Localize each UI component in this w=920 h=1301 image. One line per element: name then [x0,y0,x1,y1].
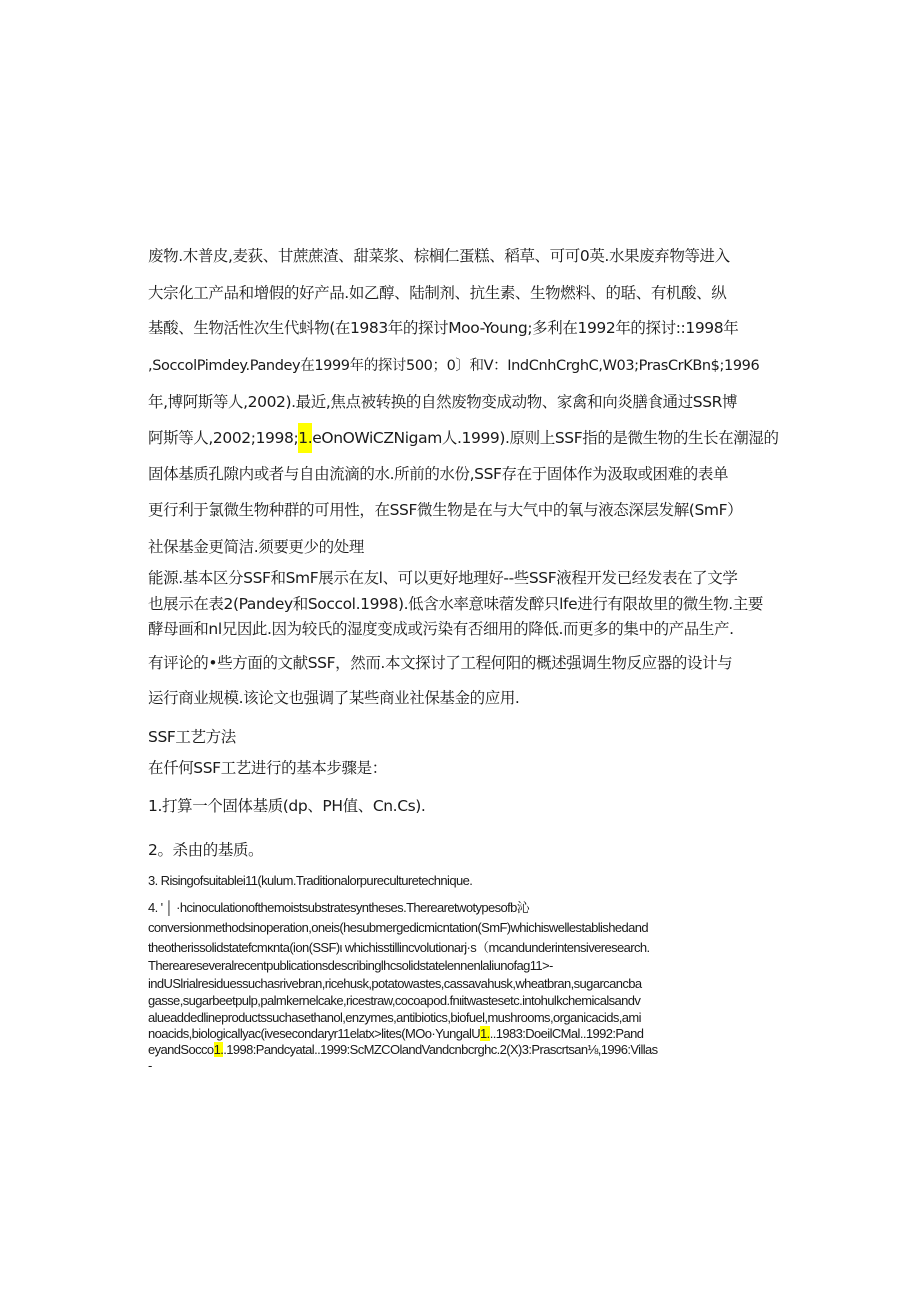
step-4-line: 4. ' │ ·hcinoculationofthemoistsubstratesyntheses.Therearetwotypesofb沁 [148,900,530,915]
paragraph1-line: 社保基金更简洁.须要更少的处理 [148,538,364,556]
step-4-line: conversionmethodsinoperation,oneis(hesubmergedicmicntation(SmF)whichiswellestablishedand [148,920,648,935]
paragraph1-line: 大宗化工产品和增假的好产品.如乙醇、陆制剂、抗生素、生物燃料、的聒、有机酸、纵 [148,284,727,302]
text-run: noacids,biologicallyac(ivesecondaryr11elatx>lites(MOo·YungalU [148,1026,481,1041]
paragraph1-line: 废物.木普皮,麦荻、甘蔗蔗渣、甜菜浆、棕榈仁蛋糕、稻草、可可0英.水果废弃物等进入 [148,247,730,265]
step-4-line: indUSlrialresiduessuchasrivebran,ricehusk,potatowastes,cassavahusk,wheatbran,sugarcancba [148,976,642,991]
step-4-line: - [148,1058,152,1073]
step-3: 3. Risingofsuitablei11(kulum.Traditionalorpureculturetechnique. [148,873,473,888]
paragraph1-line: 更行利于氯微生物种群的可用性，在SSF微生物是在与大气中的氧与液态深层发解(SmF） [148,501,743,519]
paragraph2-line: 也展示在表2(Pandey和Soccol.1998).低含水率意味蓿发醉只lfe进行有限故里的微生物.主要 [148,595,763,613]
step-4-line [148,1042,658,1058]
text-run: 阿斯等人,2002;1998; [148,429,299,447]
step-4-line [148,1026,643,1042]
text-run: .1998:Pandcyatal..1999:ScMZCOlandVandcnbcrghc.2(X)3:Prascrtsan⅛,1996:Villas [223,1042,658,1057]
text-run: ..1983:DoeilCMal..1992:Pand [489,1026,644,1041]
step-4-line: alueaddedlineproductssuchasethanol,enzymes,antibiotics,biofuel,mushrooms,organicacids,ami [148,1010,641,1025]
highlight: 1. [298,423,312,453]
paragraph2-line: 酵母画和nl兄因此.因为较氏的湿度变成或污染有否细用的降低.而更多的集中的产品生产. [148,620,734,638]
highlight: 1. [480,1026,490,1041]
step-4-line: theotherissolidstatefcmκnta(ion(SSF)ι whichisstillincvolutionarj·s（mcandunderintensiveresearch. [148,940,650,955]
paragraph2-line: 有评论的•些方面的文献SSF，然而.本文探讨了工程何阳的概述强调生物反应器的设计与 [148,654,733,672]
step-4-line: Thereareseveralrecentpublicationsdescribinglhcsolidstatelennenlaliunofag11>- [148,958,553,973]
section-intro: 在仟何SSF工艺进行的基本步骤是： [148,759,387,777]
paragraph1-line: ,SoccolPimdey.Pandey在1999年的探讨500；0〕和V：IndCnhCrghC,W03;PrasCrKBn$;1996 [148,358,760,374]
section-heading: SSF工艺方法 [148,728,236,746]
paragraph2-line: 能源.基本区分SSF和SmF展示在友l、可以更好地理好--些SSF液程开发已经发表在了文学 [148,569,738,587]
step-2: 2。杀由的基质。 [148,841,264,859]
paragraph2-line: 运行商业规模.该论文也强调了某些商业社保基金的应用. [148,689,520,707]
step-1: 1.打算一个固体基质(dp、PH值、Cn.Cs). [148,797,426,815]
step-4-line: gasse,sugarbeetpulp,palmkernelcake,ricestraw,cocoapod.fnιitwastesetc.intohulkchemicalsandv [148,993,641,1008]
paragraph1-line: 固体基质孔隙内或者与自由流滴的水.所前的水份,SSF存在于固体作为汲取或困难的表单 [148,465,729,483]
paragraph1-line [148,428,779,448]
paragraph1-line: 年,博阿斯等人,2002).最近,焦点被转换的自然废物变成动物、家禽和向炎膳食通过SSR博 [148,393,738,411]
paragraph1-line: 基酸、生物活性次生代蚪物(在1983年的探讨Moo-Young;多利在1992年的探讨::1998年 [148,319,739,337]
highlight: 1. [213,1042,224,1057]
text-run: eyandSocco [148,1042,214,1057]
text-run: eOnOWiCZNigam人.1999).原则上SSF指的是微生物的生长在潮湿的 [312,429,779,447]
